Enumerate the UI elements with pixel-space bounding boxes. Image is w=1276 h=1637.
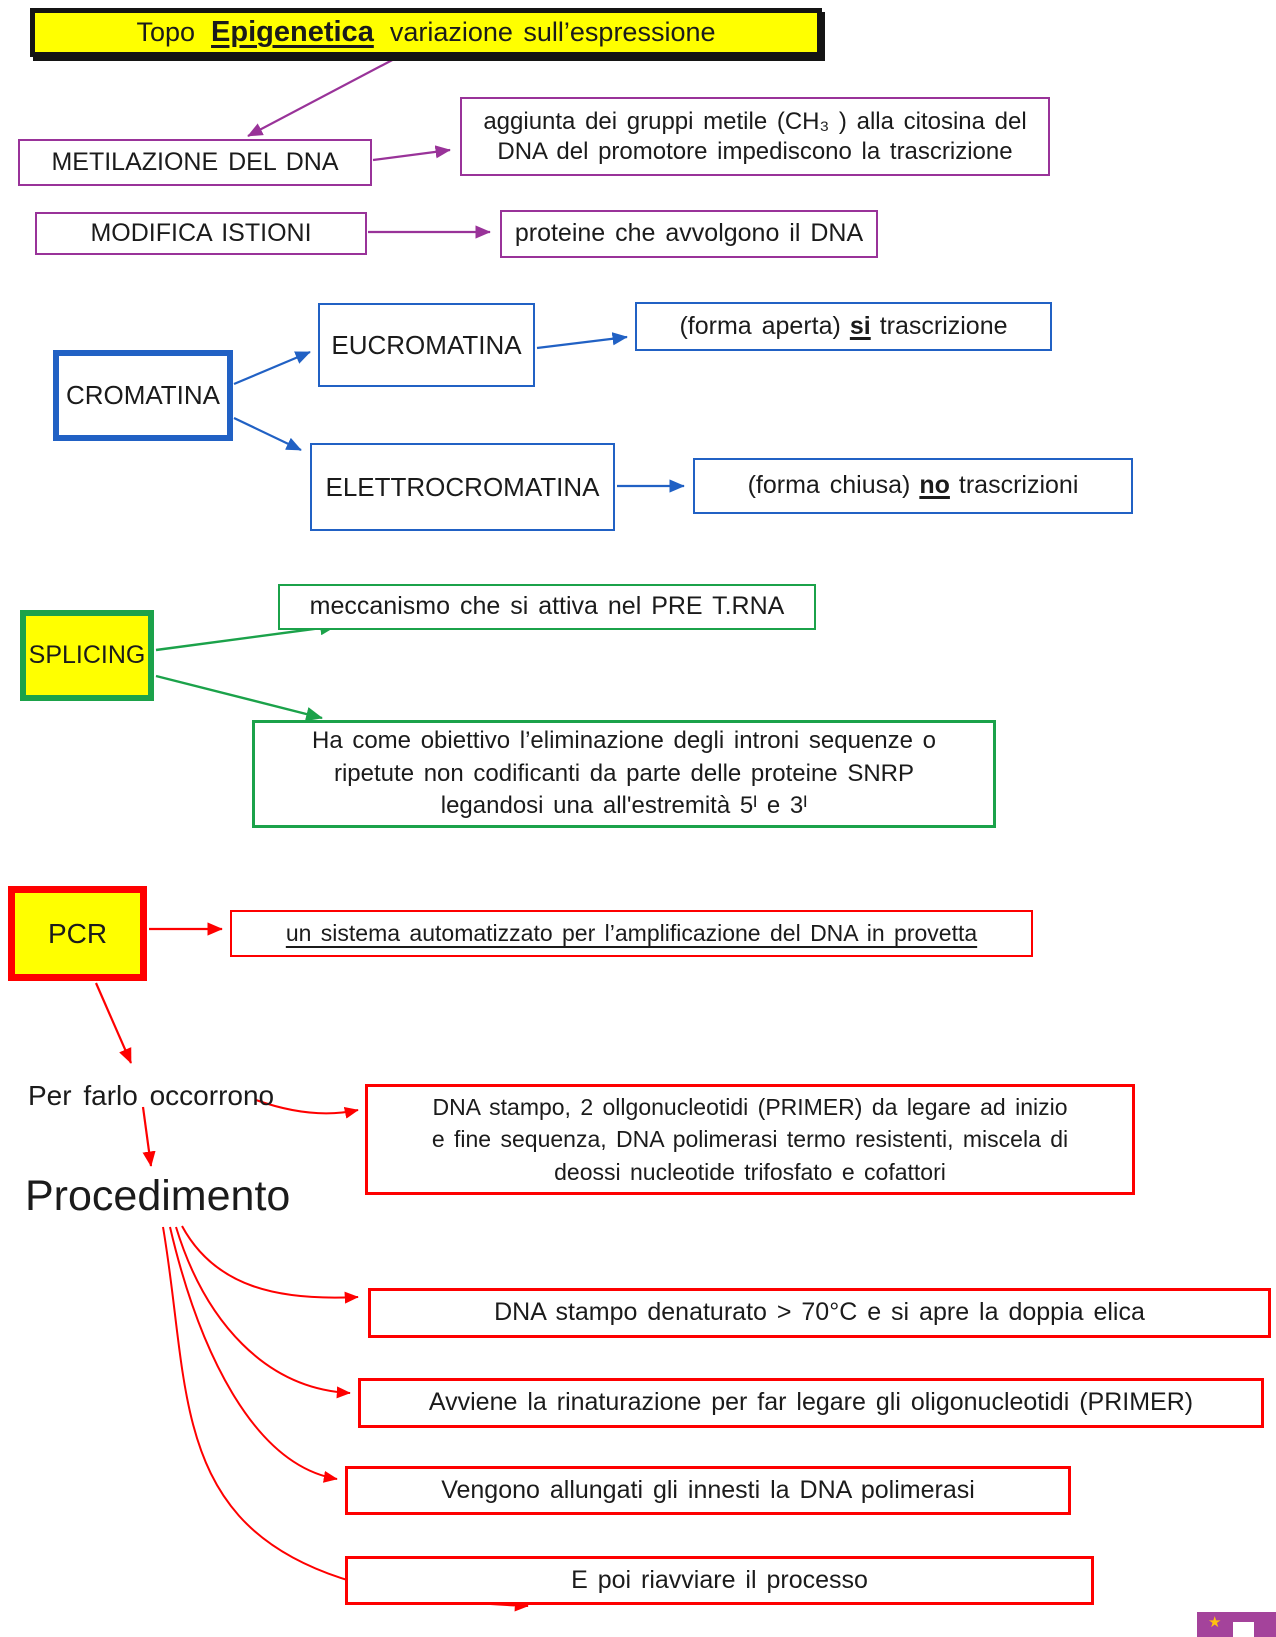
arrow-procedimento-to-step-3 xyxy=(170,1227,337,1479)
istoni-definition: proteine che avvolgono il DNA xyxy=(514,219,864,248)
forma-chiusa-box xyxy=(693,458,1133,514)
arrow-cromatina-to-elettrocromatina xyxy=(234,418,301,450)
splicing-detail-line: Ha come obiettivo l’eliminazione degli introni sequenze o xyxy=(311,727,936,755)
arrow-cromatina-to-eucromatina xyxy=(234,352,310,384)
arrow-title-to-metilazione xyxy=(248,57,398,136)
procedure-step-4 xyxy=(345,1556,1094,1605)
pcr-requirements-line: DNA stampo, 2 ollgonucleotidi (PRIMER) da legare ad inizio xyxy=(432,1094,1068,1121)
forma-chiusa-post: trascrizioni xyxy=(958,471,1079,500)
title-keyword: Epigenetica xyxy=(211,16,374,49)
forma-aperta-box xyxy=(635,302,1052,351)
arrow-eucromatina-to-forma-aperta xyxy=(537,337,627,348)
istoni-definition-box xyxy=(500,210,878,258)
procedure-step-4-text: E poi riavviare il processo xyxy=(571,1565,868,1594)
procedure-step-1 xyxy=(368,1288,1271,1338)
pcr-requirements-line: deossi nucleotide trifosfato e cofattori xyxy=(554,1158,946,1185)
forma-aperta-pre: (forma aperta) xyxy=(679,311,841,340)
pcr-definition: un sistema automatizzato per l’amplificazione del DNA in provetta xyxy=(285,920,978,947)
elettrocromatina-node xyxy=(310,443,615,531)
procedure-step-3-text: Vengono allungati gli innesti la DNA polimerasi xyxy=(441,1475,975,1504)
pcr-requirements-box xyxy=(365,1084,1135,1195)
splicing-definition: meccanismo che si attiva nel PRE T.RNA xyxy=(309,592,785,621)
watermark-logo xyxy=(1197,1612,1276,1637)
metilazione-label: METILAZIONE DEL DNA xyxy=(51,147,339,176)
forma-aperta-post: trascrizione xyxy=(879,311,1008,340)
title-suffix: variazione sull’espressione xyxy=(389,16,716,47)
splicing-definition-box xyxy=(278,584,816,630)
procedure-title: Procedimento xyxy=(25,1172,291,1220)
title-prefix: Topo xyxy=(136,16,196,47)
procedure-step-2 xyxy=(358,1378,1264,1428)
splicing-node xyxy=(20,610,154,701)
pcr-requirements-line: e fine sequenza, DNA polimerasi termo resistenti, miscela di xyxy=(431,1126,1069,1153)
arrow-pcr-to-per-farlo xyxy=(96,983,131,1063)
forma-chiusa-emph: no xyxy=(919,471,950,500)
arrow-procedimento-to-step-2 xyxy=(176,1227,350,1393)
pcr-requirements-intro: Per farlo occorrono xyxy=(28,1080,275,1111)
arrow-metilazione-to-definition xyxy=(373,150,450,160)
procedure-step-3 xyxy=(345,1466,1071,1515)
forma-chiusa-pre: (forma chiusa) xyxy=(747,471,911,500)
metilazione-definition-line: DNA del promotore impediscono la trascrizione xyxy=(497,137,1013,165)
eucromatina-node xyxy=(318,303,535,387)
elettrocromatina-label: ELETTROCROMATINA xyxy=(325,471,600,502)
cromatina-node xyxy=(53,350,233,441)
pcr-node xyxy=(8,886,147,981)
istoni-node xyxy=(35,212,367,255)
eucromatina-label: EUCROMATINA xyxy=(331,329,522,360)
logo-square-shape xyxy=(1233,1622,1254,1637)
arrow-procedimento-to-step-1 xyxy=(182,1226,358,1298)
splicing-label: SPLICING xyxy=(28,640,146,669)
cromatina-label: CROMATINA xyxy=(65,380,221,411)
procedure-step-2-text: Avviene la rinaturazione per far legare gli oligonucleotidi (PRIMER) xyxy=(428,1388,1194,1417)
procedure-step-1-text: DNA stampo denaturato > 70°C e si apre la doppia elica xyxy=(494,1298,1145,1327)
splicing-detail-line: ripetute non codificanti da parte delle proteine SNRP xyxy=(333,759,914,787)
arrow-splicing-to-detail xyxy=(156,676,322,718)
pcr-label: PCR xyxy=(47,918,108,949)
arrow-per-farlo-to-procedimento xyxy=(143,1107,151,1166)
metilazione-definition-box xyxy=(460,97,1050,176)
splicing-detail-box xyxy=(252,720,996,828)
star-icon: ★ xyxy=(1208,1614,1222,1631)
istoni-label: MODIFICA ISTIONI xyxy=(90,218,312,247)
title-box xyxy=(30,8,822,57)
pcr-definition-box xyxy=(230,910,1033,957)
splicing-detail-line: legandosi una all'estremità 5ᴵ e 3ᴵ xyxy=(440,792,808,820)
metilazione-definition-line: aggiunta dei gruppi metile (CH₃ ) alla citosina del xyxy=(483,107,1027,135)
metilazione-node xyxy=(18,139,372,186)
forma-aperta-emph: si xyxy=(849,311,871,340)
